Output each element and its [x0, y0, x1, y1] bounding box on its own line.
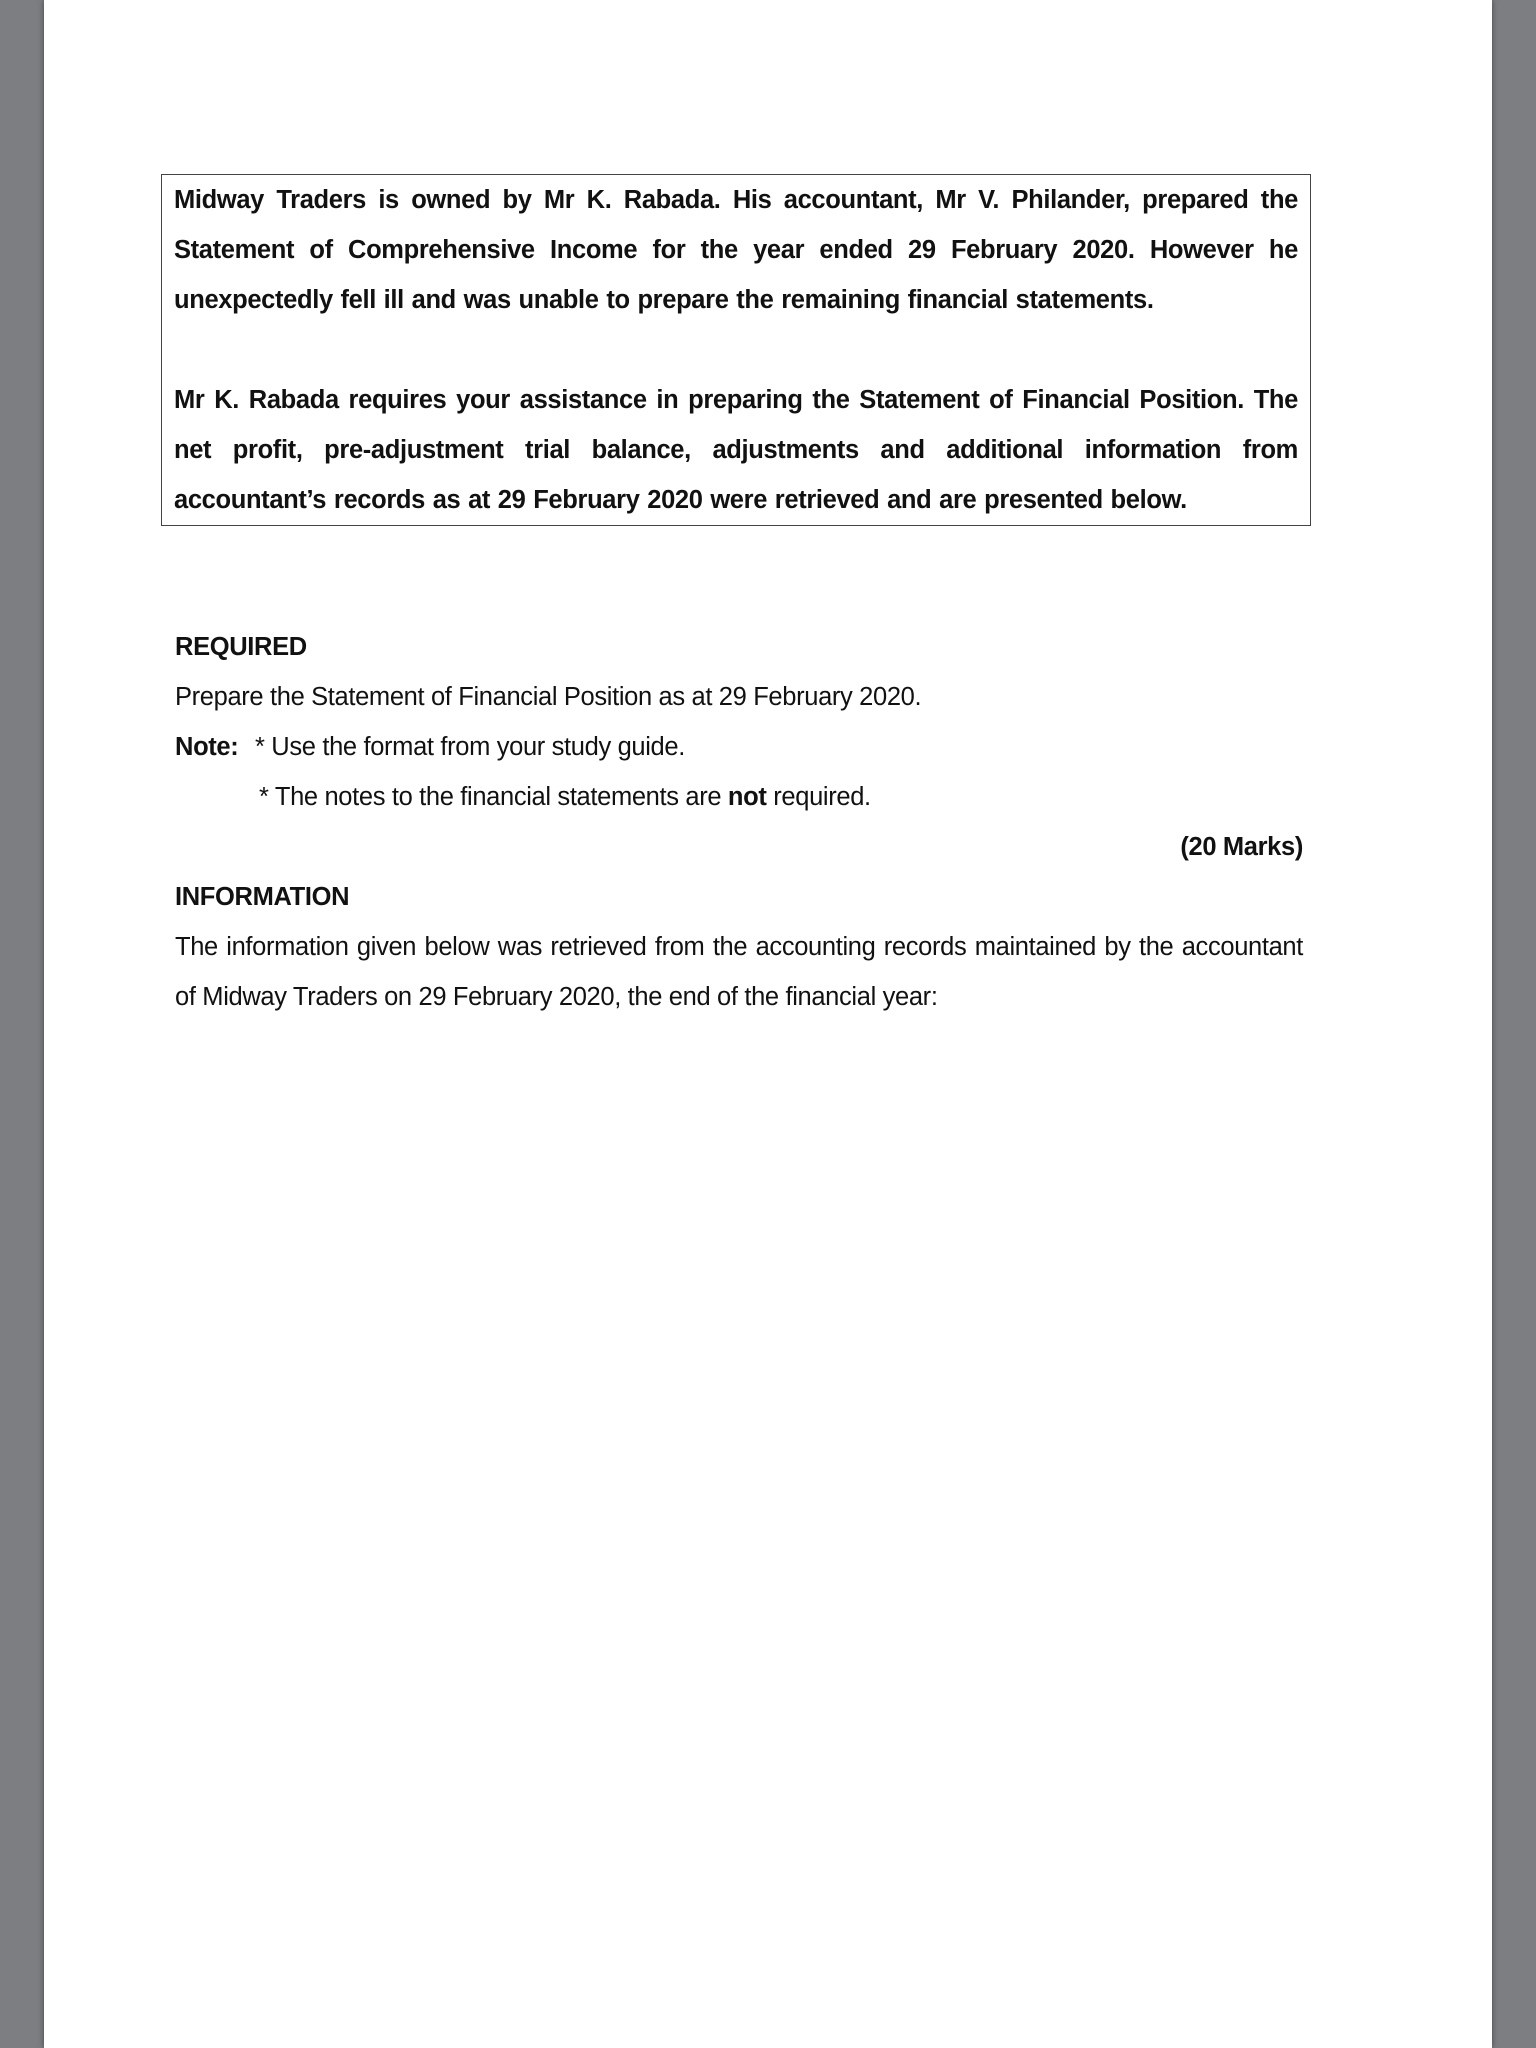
intro-box	[161, 174, 1311, 526]
information-text: The information given below was retrieved from the accounting records maintained by the accountant of Midway Traders on 29 February 2020, the end of the financial year:	[175, 933, 1303, 1011]
note-item-2	[259, 772, 1303, 822]
note-item-1: * Use the format from your study guide.	[255, 733, 685, 761]
required-section	[175, 622, 1303, 1022]
required-heading: REQUIRED	[175, 633, 307, 661]
information-heading: INFORMATION	[175, 883, 350, 911]
note-item-2-after: required.	[766, 783, 871, 811]
required-instruction: Prepare the Statement of Financial Position as at 29 February 2020.	[175, 683, 922, 711]
note-row	[175, 722, 1303, 772]
intro-paragraph-2: Mr K. Rabada requires your assistance in preparing the Statement of Financial Position. The net profit, pre-adjustment trial balance, adjustments and additional information from accountant’s records as at 29 February 2020 were retrieved and are presented below.	[174, 386, 1298, 514]
marks-label: (20 Marks)	[1180, 833, 1303, 861]
note-item-2-before: * The notes to the financial statements are	[259, 783, 728, 811]
note-label: Note:	[175, 733, 239, 761]
intro-paragraph-1: Midway Traders is owned by Mr K. Rabada. His accountant, Mr V. Philander, prepared the Statement of Comprehensive Income for the year ended 29 February 2020. However he unexpectedly fell ill and was unable to prepare the remaining financial statements.	[174, 186, 1298, 314]
note-item-2-bold: not	[727, 783, 767, 811]
